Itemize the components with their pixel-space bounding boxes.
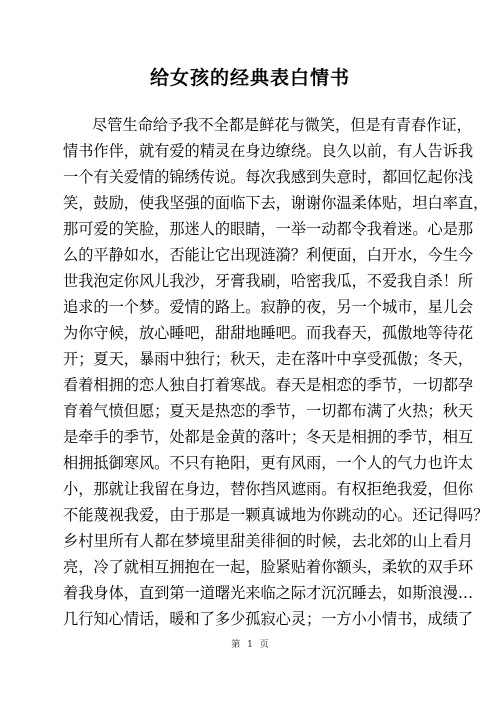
body-line-18: 亮，冷了就相互拥抱在一起，脸紧贴着你额头，柔软的双手环 [63,558,474,576]
body-line-5: 那可爱的笑脸，那迷人的眼睛，一举一动都令我着迷。心是那 [63,220,474,238]
body-line-7: 世我泡定你风儿我沙，牙膏我刷，哈密我瓜，不爱我自杀！所 [63,272,474,290]
body-line-19: 着我身体，直到第一道曙光来临之际才沉沉睡去，如斯浪漫… [63,584,474,602]
body-line-17: 乡村里所有人都在梦境里甜美徘徊的时候，去北郊的山上看月 [63,532,474,550]
body-line-13: 是牵手的季节，处都是金黄的落叶；冬天是相拥的季节，相互 [63,428,474,446]
body-line-15: 小，那就让我留在身边，替你挡风遮雨。有权拒绝我爱，但你 [63,480,474,498]
body-line-6: 么的平静如水，否能让它出现涟漪？利便面，白开水，今生今 [63,246,474,264]
body-line-4: 笑，鼓励，使我坚强的面临下去，谢谢你温柔体贴，坦白率直， [63,194,489,212]
body-line-1: 尽管生命给予我不全都是鲜花与微笑，但是有青春作证， [92,116,472,134]
body-line-11: 看着相拥的恋人独自打着寒战。春天是相恋的季节，一切都孕 [63,376,474,394]
body-line-2: 情书作伴，就有爱的精灵在身边缭绕。良久以前，有人告诉我 [63,142,474,160]
body-line-9: 为你守候，放心睡吧，甜甜地睡吧。而我春天，孤傲地等待花 [63,324,474,342]
page-prefix: 第 [231,640,241,650]
body-line-14: 相拥抵御寒风。不只有艳阳，更有风雨，一个人的气力也许太 [63,454,474,472]
page-number-footer [0,638,500,652]
body-line-10: 开；夏天，暴雨中独行；秋天，走在落叶中享受孤傲；冬天， [63,350,474,368]
body-line-12: 育着气愤但愿；夏天是热恋的季节，一切都布满了火热；秋天 [63,402,474,420]
letter-body [63,112,489,632]
body-line-3: 一个有关爱情的锦绣传说。每次我感到失意时，都回忆起你浅 [63,168,474,186]
document-title: 给女孩的经典表白情书 [149,67,350,89]
body-line-20: 几行知心情话，暖和了多少孤寂心灵；一方小小情书，成绩了 [63,610,474,628]
body-line-8: 追求的一个梦。爱情的路上。寂静的夜，另一个城市，星儿会 [63,298,474,316]
body-line-16: 不能蔑视我爱，由于那是一颗真诚地为你跳动的心。还记得吗？ [63,506,489,524]
page-number: 1 [247,640,253,650]
page-suffix: 页 [259,640,269,650]
